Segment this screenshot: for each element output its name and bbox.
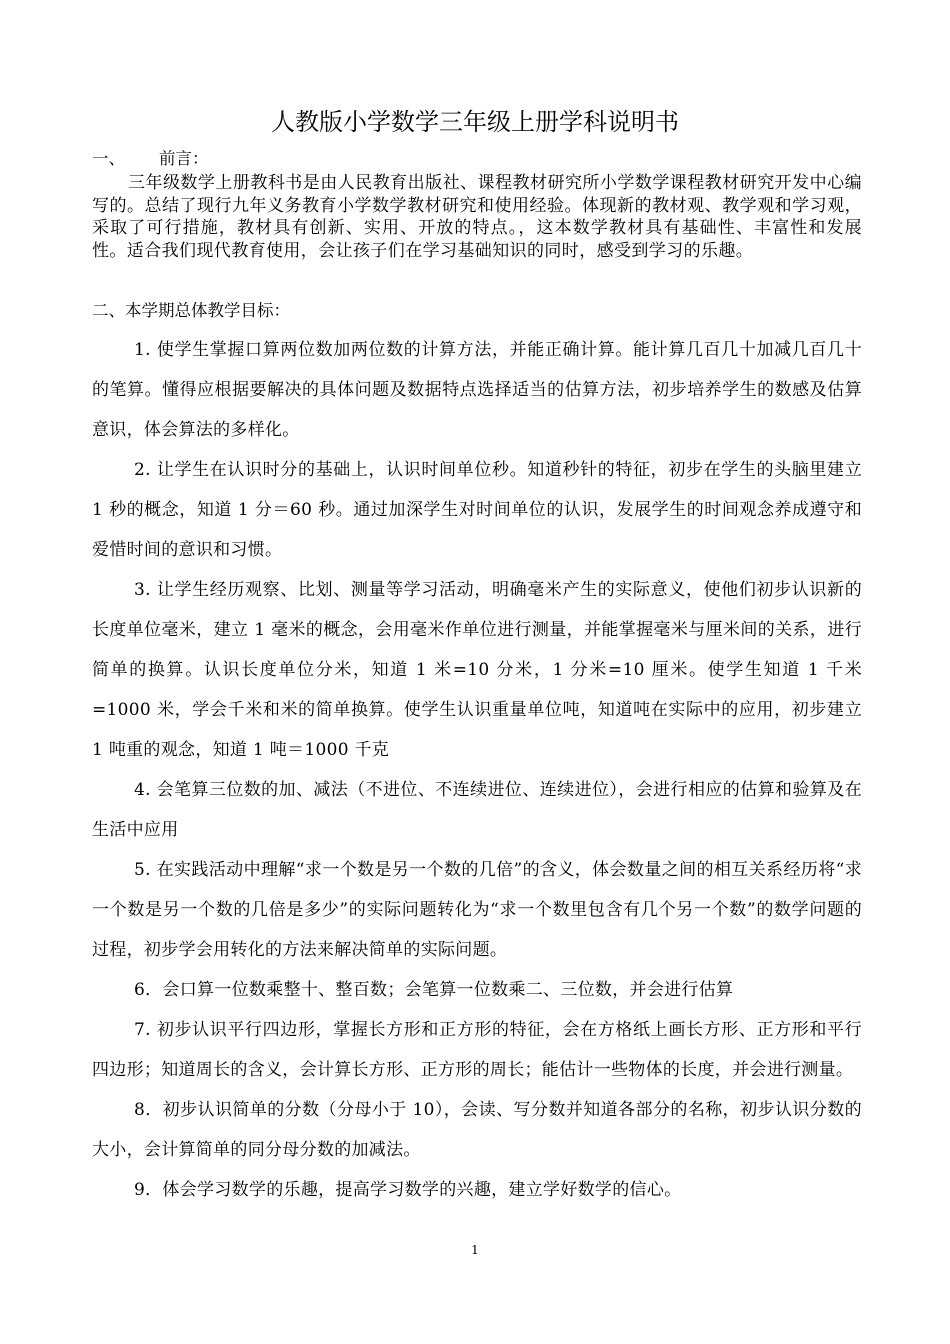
goal-item-5: 5. 在实践活动中理解“求一个数是另一个数的几倍”的含义，体会数量之间的相互关系经历将“求一个数是另一个数的几倍是多少”的实际问题转化为“求一个数里包含有几个另一个数”的数学问题的过程，初步学会用转化的方法来解决简单的实际问题。 xyxy=(92,860,862,960)
goal-item-9: 9．体会学习数学的乐趣，提高学习数学的兴趣，建立学好数学的信心。 xyxy=(134,1180,682,1200)
document-title: 人教版小学数学三年级上册学科说明书 xyxy=(271,108,679,136)
preface-paragraph: 三年级数学上册教科书是由人民教育出版社、课程教材研究所小学数学课程教材研究开发中心编写的。总结了现行九年义务教育小学数学教材研究和使用经验。体现新的教材观、教学观和学习观，采取了可行措施，教材具有创新、实用、开放的特点。，这本数学教材具有基础性、丰富性和发展性。适合我们现代教育使用，会让孩子们在学习基础知识的同时，感受到学习的乐趣。 xyxy=(92,173,862,261)
goal-item-3: 3. 让学生经历观察、比划、测量等学习活动，明确毫米产生的实际意义，使他们初步认识新的长度单位毫米，建立 1 毫米的概念，会用毫米作单位进行测量，并能掌握毫米与厘米间的关系，进行简单的换算。认识长度单位分米，知道 1 米=10 分米，1 分米=10 厘米。使学生知道 1 千米=1000 米，学会千米和米的简单换算。使学生认识重量单位吨，知道吨在实际中的应用，初步建立 1 吨重的观念，知道 1 吨＝1000 千克 xyxy=(92,580,862,760)
goal-item-7: 7. 初步认识平行四边形，掌握长方形和正方形的特征，会在方格纸上画长方形、正方形和平行四边形；知道周长的含义，会计算长方形、正方形的周长；能估计一些物体的长度，并会进行测量。 xyxy=(92,1020,862,1080)
goal-item-4: 4. 会笔算三位数的加、减法（不进位、不连续进位、连续进位），会进行相应的估算和验算及在生活中应用 xyxy=(92,780,862,840)
goals-list xyxy=(92,330,862,1210)
goal-item-1: 1. 使学生掌握口算两位数加两位数的计算方法，并能正确计算。能计算几百几十加减几百几十的笔算。懂得应根据要解决的具体问题及数据特点选择适当的估算方法，初步培养学生的数感及估算意识，体会算法的多样化。 xyxy=(92,340,862,440)
page-number: 1 xyxy=(471,1243,479,1257)
section-1-number: 一、 xyxy=(92,149,125,168)
section-2-heading: 二、本学期总体教学目标： xyxy=(92,301,290,320)
section-1-heading xyxy=(92,148,209,170)
goal-item-8: 8．初步认识简单的分数（分母小于 10），会读、写分数并知道各部分的名称，初步认识分数的大小，会计算简单的同分母分数的加减法。 xyxy=(92,1100,862,1160)
section-1-title: 前言： xyxy=(159,149,209,168)
goal-item-2: 2. 让学生在认识时分的基础上，认识时间单位秒。知道秒针的特征，初步在学生的头脑里建立 1 秒的概念，知道 1 分＝60 秒。通过加深学生对时间单位的认识，发展学生的时间观念养成遵守和爱惜时间的意识和习惯。 xyxy=(92,460,862,560)
goal-item-6: 6．会口算一位数乘整十、整百数；会笔算一位数乘二、三位数，并会进行估算 xyxy=(134,980,734,1000)
